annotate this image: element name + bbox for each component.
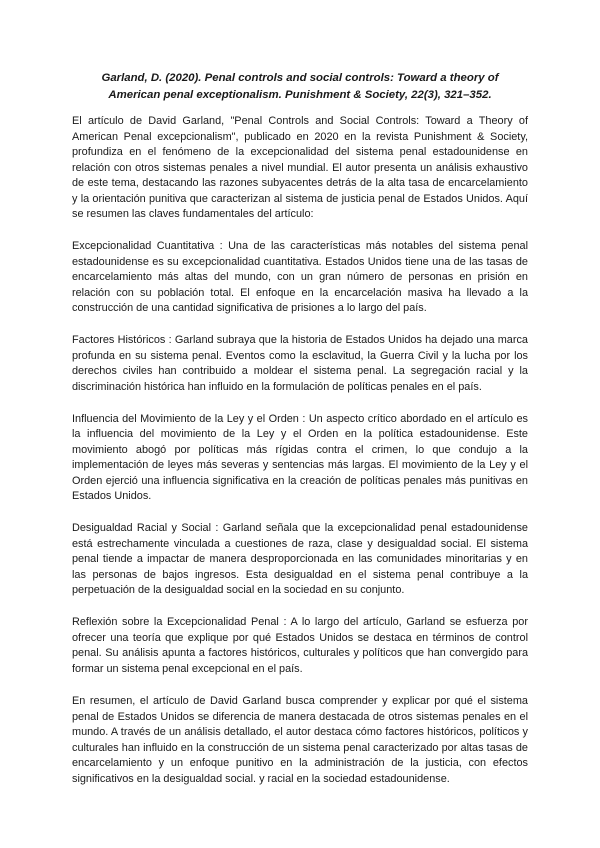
paragraph-reflection: Reflexión sobre la Excepcionalidad Penal : A lo largo del artículo, Garland se esfuerza por ofrecer una teoría que explique por qué Estados Unidos se destaca en términos de control penal. Su análisis apunta a factores históricos, culturales y políticos que han convergido para formar un sistema penal excepcional en el país. bbox=[72, 616, 528, 675]
paragraph-historical-factors: Factores Históricos : Garland subraya que la historia de Estados Unidos ha dejado una marca profunda en su sistema penal. Eventos como la esclavitud, la Guerra Civil y la lucha por los derechos civiles han contribuido a moldear el sistema penal. La segregación racial y la discriminación histórica han influido en la formulación de políticas penales en el país. bbox=[72, 334, 528, 393]
conclusion-paragraph: En resumen, el artículo de David Garland busca comprender y explicar por qué el sistema penal de Estados Unidos se diferencia de manera destacada de otros sistemas penales en el mundo. A través de un análisis detallado, el autor destaca cómo factores históricos, políticos y culturales han influido en la construcción de un sistema penal caracterizado por altas tasas de encarcelamiento y un enfoque punitivo en la administración de la justicia, con efectos significativos en la desigualdad social. y racial en la sociedad estadounidense. bbox=[72, 695, 528, 785]
paragraph-law-and-order-movement: Influencia del Movimiento de la Ley y el Orden : Un aspecto crítico abordado en el artículo es la influencia del movimiento de la Ley y el Orden en la política estadounidense. Este movimiento abogó por políticas más rígidas contra el crimen, lo que condujo a la implementación de leyes más severas y sentencias más largas. El movimiento de la Ley y el Orden ejerció una influencia significativa en la creación de políticas penales más punitivas en Estados Unidos. bbox=[72, 412, 528, 503]
paragraph-racial-social-inequality: Desigualdad Racial y Social : Garland señala que la excepcionalidad penal estadounidense está estrechamente vinculada a cuestiones de raza, clase y desigualdad social. El sistema penal tiende a impactar de manera desproporcionada en las comunidades minoritarias y en las personas de bajos ingresos. Esta desigualdad en el sistema penal contribuye a la perpetuación de la desigualdad social en la sociedad en su conjunto. bbox=[72, 522, 528, 597]
document-body bbox=[72, 114, 528, 804]
citation-title: Garland, D. (2020). Penal controls and social controls: Toward a theory of American penal exceptionalism. Punishment & Society, 22(3), 321–352. bbox=[101, 72, 499, 101]
intro-paragraph: El artículo de David Garland, "Penal Controls and Social Controls: Toward a Theory of American Penal excepcionalism", publicado en 2020 en la revista Punishment & Society, profundiza en el fenómeno de la excepcionalidad del sistema penal estadounidense en relación con otros sistemas penales a nivel mundial. El autor presenta un análisis exhaustivo de este tema, destacando las razones subyacentes detrás de la alta tasa de encarcelamiento y la orientación punitiva que caracterizan al sistema de justicia penal de Estados Unidos. Aquí se resumen las claves fundamentales del artículo: bbox=[72, 115, 528, 220]
paragraph-quantitative-exceptionalism: Excepcionalidad Cuantitativa : Una de las características más notables del sistema penal estadounidense es su excepcionalidad cuantitativa. Estados Unidos tiene una de las tasas de encarcelamiento más altas del mundo, con un gran número de personas en prisión en relación con su población total. El enfoque en la encarcelación masiva ha llevado a la construcción de una cantidad significativa de prisiones a lo largo del país. bbox=[72, 240, 528, 315]
